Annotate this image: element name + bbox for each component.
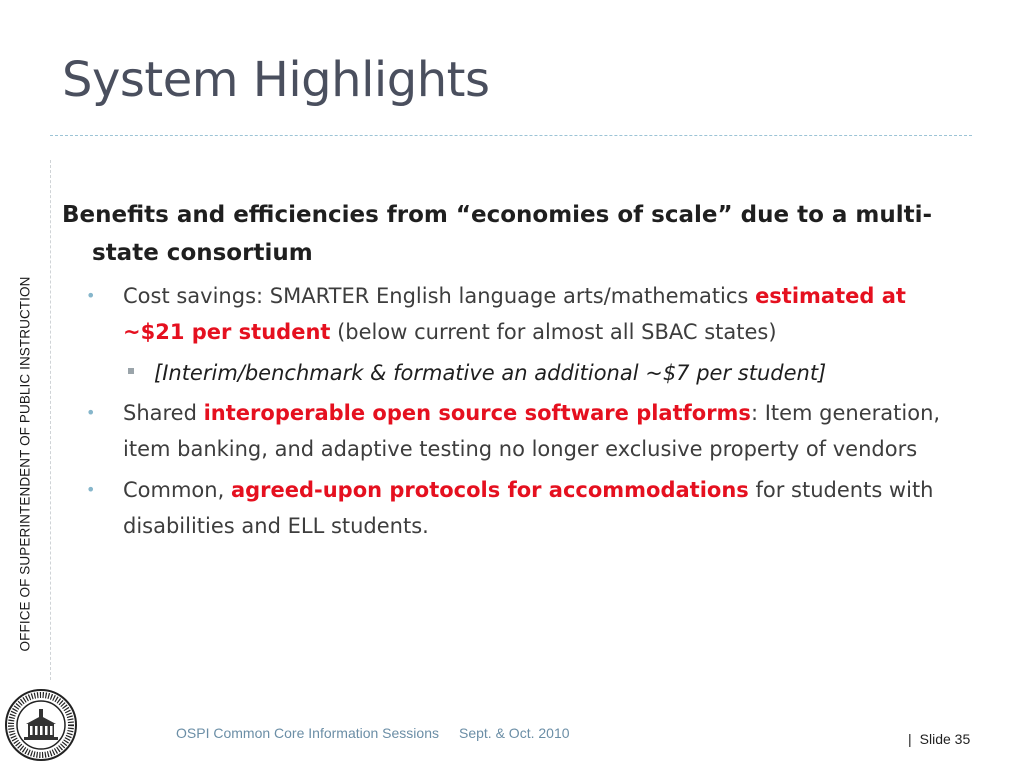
bullet-dot-icon: • bbox=[86, 286, 96, 305]
bullet-text-pre: Shared bbox=[123, 401, 204, 425]
title-divider bbox=[50, 135, 972, 136]
side-label-text: OFFICE OF SUPERINTENDENT OF PUBLIC INSTRUCTION bbox=[17, 276, 33, 652]
bullet-dot-icon: • bbox=[86, 480, 96, 499]
bullet-shared-platforms bbox=[62, 395, 972, 467]
bullet-text-post: : Item generation, item banking, and adaptive testing no longer exclusive property of vendors bbox=[123, 401, 941, 461]
bullet-dot-icon: • bbox=[86, 403, 96, 422]
footer-session-info bbox=[176, 725, 570, 741]
side-label bbox=[10, 248, 40, 680]
sub-bullet-text: [Interim/benchmark & formative an additional ~$7 per student] bbox=[154, 361, 827, 385]
footer-date: Sept. & Oct. 2010 bbox=[459, 725, 570, 741]
bullet-text-post: (below current for almost all SBAC states) bbox=[330, 320, 777, 344]
slide-content bbox=[62, 196, 972, 549]
bullet-highlight: estimated at ~$21 per student bbox=[123, 284, 906, 344]
main-heading: Benefits and efficiencies from “economies of scale” due to a multi-state consortium bbox=[62, 202, 933, 266]
footer-separator: | bbox=[908, 731, 912, 747]
ospi-seal-icon bbox=[4, 688, 78, 762]
bullet-cost-savings bbox=[62, 278, 972, 350]
bullet-text-post: for students with disabilities and ELL students. bbox=[123, 478, 934, 538]
sub-bullet-interim bbox=[62, 355, 972, 391]
bullet-accommodations bbox=[62, 472, 972, 544]
footer-session: OSPI Common Core Information Sessions bbox=[176, 725, 439, 741]
bullet-text-pre: Common, bbox=[123, 478, 231, 502]
bullet-highlight: agreed-upon protocols for accommodations bbox=[230, 478, 749, 502]
side-divider bbox=[50, 160, 51, 680]
bullet-highlight: interoperable open source software platforms bbox=[203, 401, 751, 425]
square-bullet-icon bbox=[128, 368, 134, 374]
bullet-text-pre: Cost savings: SMARTER English language arts/mathematics bbox=[123, 284, 756, 308]
slide-number: Slide 35 bbox=[919, 731, 971, 747]
slide-title: System Highlights bbox=[62, 52, 490, 108]
footer-slide-number bbox=[908, 731, 970, 747]
